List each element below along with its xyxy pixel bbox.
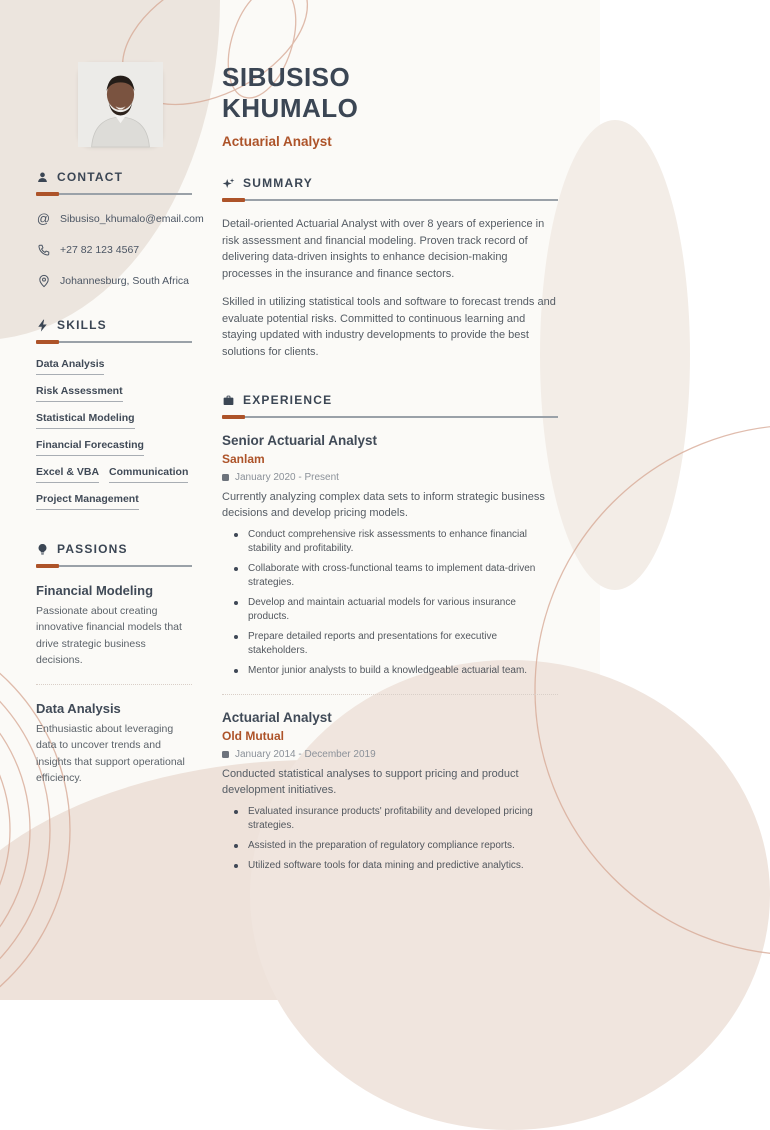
job-bullet: Conduct comprehensive risk assessments to enhance financial stability and profitability.	[234, 528, 558, 556]
profile-photo	[78, 62, 163, 147]
job-dates-text: January 2014 - December 2019	[235, 748, 376, 760]
last-name: KHUMALO	[222, 92, 359, 123]
email-text: Sibusiso_khumalo@email.com	[60, 212, 204, 225]
job-entry	[222, 433, 558, 678]
location-text: Johannesburg, South Africa	[60, 274, 190, 287]
profile-photo-illustration	[78, 62, 163, 147]
job-dates-text: January 2020 - Present	[235, 472, 339, 483]
experience-divider	[222, 694, 558, 695]
passions-heading-label: PASSIONS	[57, 542, 128, 556]
summary-paragraph: Skilled in utilizing statistical tools and software to forecast trends and evaluate potential risks. Committed to continuous learning and staying updated with industry developments to provide the best solutions for clients.	[222, 296, 556, 358]
skill-item: Project Management	[36, 493, 139, 510]
calendar-icon	[222, 474, 229, 481]
job-bullet-list	[222, 528, 558, 678]
skill-item: Risk Assessment	[36, 385, 123, 402]
job-title: Actuarial Analyst	[222, 709, 332, 725]
passion-title: Financial Modeling	[36, 583, 154, 598]
job-bullet: Assisted in the preparation of regulatory compliance reports.	[234, 839, 558, 853]
skills-heading-label: SKILLS	[57, 318, 107, 332]
summary-body	[222, 216, 558, 360]
skill-item: Excel & VBA	[36, 466, 99, 483]
sidebar-column	[36, 170, 204, 786]
sparkle-icon	[222, 177, 235, 190]
contact-section	[36, 170, 204, 288]
contact-heading	[36, 170, 192, 184]
skills-section	[36, 318, 192, 510]
summary-heading-label: SUMMARY	[243, 176, 313, 190]
job-dates	[222, 749, 558, 760]
person-icon	[36, 171, 49, 184]
job-bullet: Mentor junior analysts to build a knowledgeable actuarial team.	[234, 664, 558, 678]
job-title: Senior Actuarial Analyst	[222, 433, 378, 448]
job-bullet: Collaborate with cross-functional teams to implement data-driven strategies.	[234, 562, 558, 590]
skill-item: Statistical Modeling	[36, 412, 135, 429]
contact-item-email	[36, 211, 204, 226]
at-icon: @	[36, 211, 51, 226]
summary-heading	[222, 176, 558, 190]
passions-divider	[36, 684, 192, 685]
job-bullet: Develop and maintain actuarial models for various insurance products.	[234, 596, 558, 624]
first-name: SIBUSISO	[222, 62, 351, 92]
skills-rule	[36, 341, 192, 343]
passions-rule	[36, 565, 192, 567]
experience-heading-label: EXPERIENCE	[243, 393, 333, 407]
job-company: Old Mutual	[222, 728, 284, 743]
job-entry	[222, 710, 558, 873]
job-company: Sanlam	[222, 452, 265, 466]
experience-rule	[222, 416, 558, 418]
passion-item	[36, 583, 192, 668]
passion-description: Passionate about creating innovative financial models that drive strategic business decisions.	[36, 605, 182, 666]
skills-heading	[36, 318, 192, 332]
summary-rule	[222, 199, 558, 201]
location-icon	[36, 273, 51, 288]
passions-section	[36, 542, 192, 786]
skill-item: Communication	[109, 466, 188, 483]
skill-item: Financial Forecasting	[36, 439, 144, 456]
contact-list	[36, 211, 204, 288]
contact-item-phone	[36, 242, 192, 257]
main-column	[222, 176, 558, 879]
job-bullet-list	[222, 805, 558, 873]
phone-text: +27 82 123 4567	[60, 243, 140, 256]
name-block	[222, 62, 358, 149]
job-bullet: Utilized software tools for data mining and predictive analytics.	[234, 859, 558, 873]
job-bullet: Evaluated insurance products' profitability and developed pricing strategies.	[234, 805, 558, 833]
job-description: Conducted statistical analyses to support pricing and product development initiatives.	[222, 767, 519, 796]
job-description: Currently analyzing complex data sets to inform strategic business decisions and develop pricing models.	[222, 491, 545, 519]
lightning-bolt-icon	[36, 319, 49, 332]
passions-heading	[36, 542, 192, 556]
decor-blob-right	[540, 120, 690, 590]
calendar-icon	[222, 751, 229, 758]
job-dates	[222, 472, 558, 483]
profile-title: Actuarial Analyst	[222, 134, 332, 150]
passion-title: Data Analysis	[36, 701, 121, 717]
briefcase-icon	[222, 394, 235, 407]
summary-paragraph: Detail-oriented Actuarial Analyst with over 8 years of experience in risk assessment and financial modeling. Proven track record of delivering data-driven insights to enhance decision-making processes in the insurance and finance sectors.	[222, 218, 545, 280]
lightbulb-icon	[36, 543, 49, 556]
contact-rule	[36, 193, 192, 195]
summary-section	[222, 176, 558, 360]
experience-section	[222, 393, 558, 873]
skill-item: Data Analysis	[36, 358, 104, 375]
job-bullet: Prepare detailed reports and presentations for executive stakeholders.	[234, 630, 558, 658]
contact-item-location	[36, 273, 192, 288]
skills-list	[36, 358, 192, 510]
experience-heading	[222, 393, 558, 407]
passion-description: Enthusiastic about leveraging data to uncover trends and insights that support operational efficiency.	[36, 723, 185, 784]
contact-heading-label: CONTACT	[57, 170, 124, 184]
passion-item	[36, 701, 192, 786]
phone-icon	[36, 242, 51, 257]
